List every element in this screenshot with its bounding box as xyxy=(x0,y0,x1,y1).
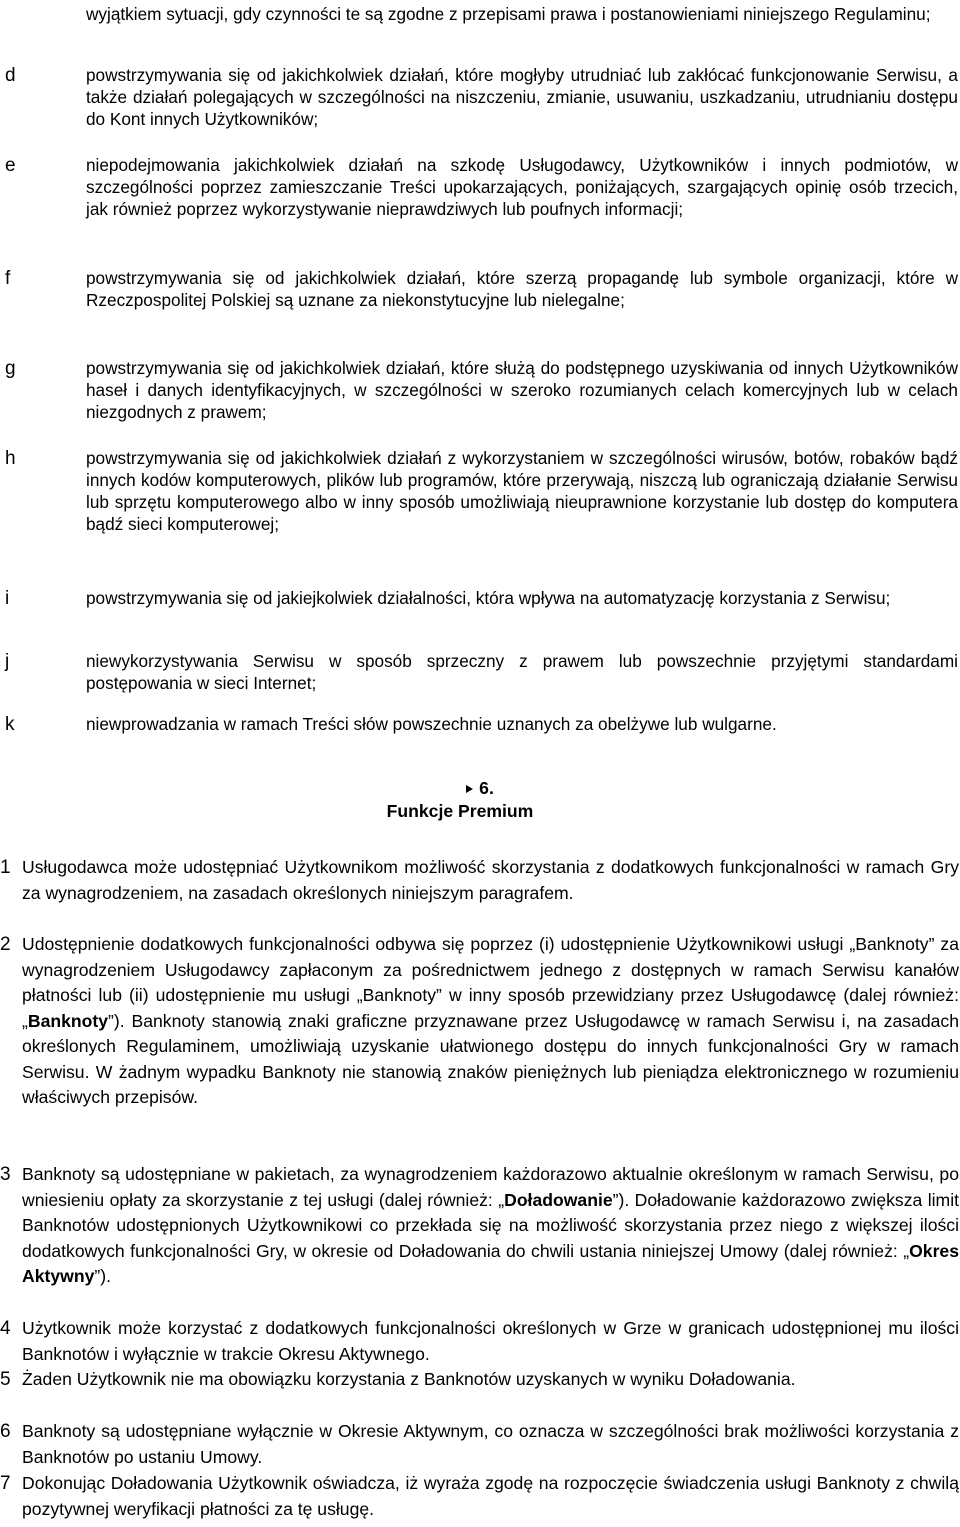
list-item-text: powstrzymywania się od jakichkolwiek działań, które służą do podstępnego uzyskiwania od innych Użytkowników haseł i danych identyfikacyjnych, w szczególności w szeroko rozumianych celach komercyjnych lub w celach niezgodnych z prawem; xyxy=(86,358,958,422)
paragraph-text xyxy=(22,932,959,1111)
list-letter: g xyxy=(5,358,16,379)
section-number-text: 6. xyxy=(479,778,494,798)
paragraph-text-part: Banknoty są udostępniane wyłącznie w Okresie Aktywnym, co oznacza w szczególności brak możliwości korzystania z Banknotów po ustaniu Umowy. xyxy=(22,1421,959,1467)
defined-term: Doładowanie xyxy=(504,1189,613,1210)
section-number xyxy=(0,777,960,799)
list-item-text: powstrzymywania się od jakichkolwiek działań, które mogłyby utrudniać lub zakłócać funkcjonowanie Serwisu, a także działań polegających w szczególności na niszczeniu, zmianie, usuwaniu, uszkadzaniu, utrudnianiu dostępu do Kont innych Użytkowników; xyxy=(86,65,958,129)
list-item-text: wyjątkiem sytuacji, gdy czynności te są zgodne z przepisami prawa i postanowieniami niniejszego Regulaminu; xyxy=(86,4,931,24)
list-letter: e xyxy=(5,155,16,176)
bullet-arrow-icon xyxy=(466,785,473,793)
list-item-text: powstrzymywania się od jakichkolwiek działań, które szerzą propagandę lub symbole organizacji, które w Rzeczpospolitej Polskiej są uznane za niekonstytucyjne lub nielegalne; xyxy=(86,268,958,310)
list-item-text: powstrzymywania się od jakiejkolwiek działalności, która wpływa na automatyzację korzystania z Serwisu; xyxy=(86,588,891,608)
paragraph-number: 7 xyxy=(0,1473,11,1494)
paragraph-text-part: Żaden Użytkownik nie ma obowiązku korzystania z Banknotów uzyskanych w wyniku Doładowania. xyxy=(22,1369,796,1389)
list-item-text: niewprowadzania w ramach Treści słów powszechnie uznanych za obelżywe lub wulgarne. xyxy=(86,714,777,734)
paragraph-number: 2 xyxy=(0,934,11,955)
list-item-text: powstrzymywania się od jakichkolwiek działań z wykorzystaniem w szczególności wirusów, botów, robaków bądź innych kodów komputerowych, plików lub programów, które przerywają, niszczą lub ograniczają działanie Serwisu lub sprzętu komputerowego albo w inny sposób umożliwiają nieuprawnione korzystanie lub dostęp do komputera bądź sieci komputerowej; xyxy=(86,448,958,534)
paragraph-text-part: Dokonując Doładowania Użytkownik oświadcza, iż wyraża zgodę na rozpoczęcie świadczenia usługi Banknoty z chwilą pozytywnej weryfikacji płatności za tę usługę. xyxy=(22,1473,959,1519)
paragraph-number: 1 xyxy=(0,857,11,878)
defined-term: Banknoty xyxy=(27,1010,109,1031)
paragraph-text xyxy=(22,1471,959,1522)
section-title: Funkcje Premium xyxy=(386,801,534,821)
paragraph-text xyxy=(22,855,959,906)
paragraph-number: 5 xyxy=(0,1369,11,1390)
list-letter: k xyxy=(5,714,15,735)
paragraph-text xyxy=(22,1419,959,1470)
paragraph-text-part: ”). Doładowanie każdorazowo zwiększa limit Banknotów udostępnionych Użytkownikowi co przekłada się na możliwość skorzystania przez niego z większej ilości dodatkowych funkcjonalności Gry, w okresie od Doładowania do chwili ustania niniejszej Umowy (dalej również: „ xyxy=(22,1189,959,1261)
paragraph-text-part: ”). xyxy=(94,1266,111,1286)
paragraph-text-part: ”). Banknoty stanowią znaki graficzne przyznawane przez Usługodawcę w ramach Serwisu i, na zasadach określonych Regulaminem, umożliwiają uzyskanie ułatwionego dostępu do innych funkcjonalności Gry w ramach Serwisu. W żadnym wypadku Banknoty nie stanowią znaków pieniężnych lub pieniądza elektronicznego w rozumieniu właściwych przepisów. xyxy=(22,1010,959,1107)
list-letter: h xyxy=(5,448,16,469)
paragraph-number: 4 xyxy=(0,1318,11,1339)
list-letter: j xyxy=(5,651,10,672)
list-item-text: niepodejmowania jakichkolwiek działań na szkodę Usługodawcy, Użytkowników i innych podmiotów, w szczególności poprzez zamieszczanie Treści upokarzających, poniżających, szargających opinię osób trzecich, jak również poprzez wykorzystywanie nieprawdziwych lub poufnych informacji; xyxy=(86,155,958,219)
paragraph-text-part: Usługodawca może udostępniać Użytkownikom możliwość skorzystania z dodatkowych funkcjonalności w ramach Gry za wynagrodzeniem, na zasadach określonych niniejszym paragrafem. xyxy=(22,857,959,903)
paragraph-text-part: Banknoty są udostępniane w pakietach, za wynagrodzeniem każdorazowo aktualnie określonym w ramach Serwisu, po wniesieniu opłaty za skorzystanie z tej usługi (dalej również: „ xyxy=(22,1164,959,1210)
paragraph-number: 3 xyxy=(0,1164,11,1185)
paragraph-text xyxy=(22,1162,959,1290)
paragraph-text-part: Użytkownik może korzystać z dodatkowych funkcjonalności określonych w Grze w granicach udostępnionej mu ilości Banknotów i wyłącznie w trakcie Okresu Aktywnego. xyxy=(22,1318,959,1364)
list-letter: d xyxy=(5,65,16,86)
paragraph-text-part: Udostępnienie dodatkowych funkcjonalności odbywa się poprzez (i) udostępnienie Użytkownikowi usługi „Banknoty” za wynagrodzeniem Usługodawcy zapłaconym za pośrednictwem jednego z dostępnych w ramach Serwisu kanałów płatności lub (ii) udostępnienie mu usługi „Banknoty” w inny sposób przewidziany przez Usługodawcę (dalej również: „ xyxy=(22,934,959,1031)
paragraph-text xyxy=(22,1367,959,1393)
list-letter: i xyxy=(5,588,10,609)
paragraph-text xyxy=(22,1316,959,1367)
paragraph-number: 6 xyxy=(0,1421,11,1442)
defined-term: Okres Aktywny xyxy=(22,1240,959,1286)
list-letter: f xyxy=(5,268,11,289)
list-item-text: niewykorzystywania Serwisu w sposób sprzeczny z prawem lub powszechnie przyjętymi standardami postępowania w sieci Internet; xyxy=(86,651,958,693)
